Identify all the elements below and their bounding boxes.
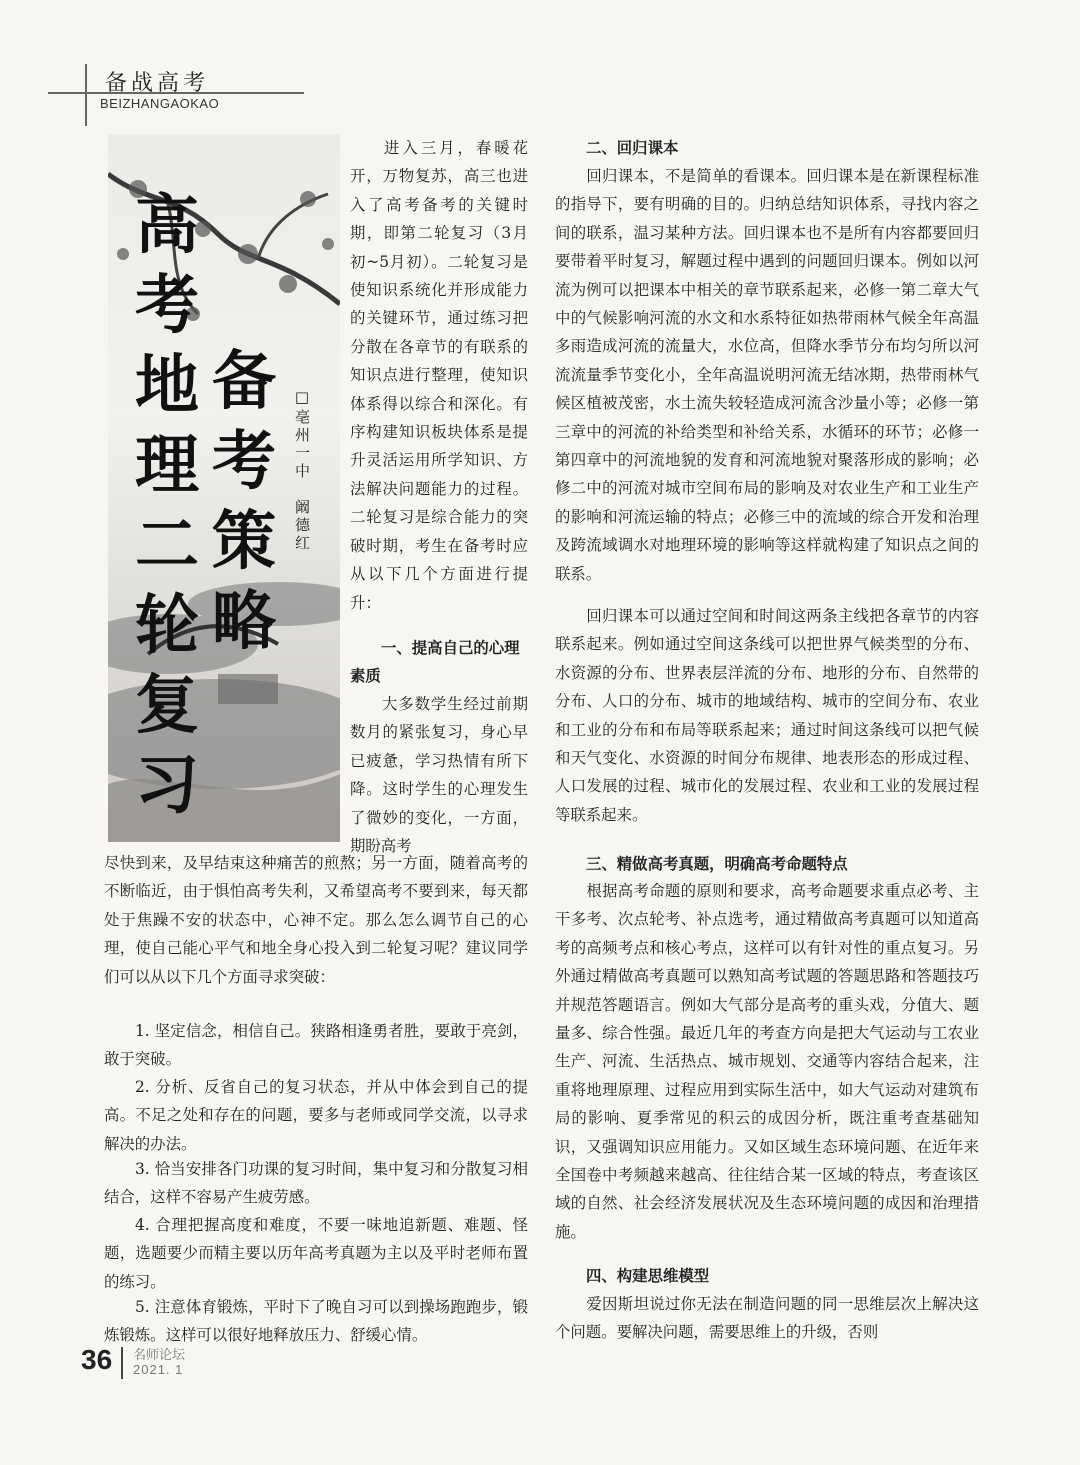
paragraph-1-part2: 尽快到来，及早结束这种痛苦的煎熬；另一方面，随着高考的不断临近，由于惧怕高考失利，又希望高考不要到来，每天都处于焦躁不安的状态中，心神不定。那么怎么调节自己的心理，使自己能心平气和地全身心投入到二轮复习呢？建议同学们可以从以下几个方面寻求突破： xyxy=(104,854,528,986)
issue-date: 2021. 1 xyxy=(133,1362,184,1377)
heading-2: 二、回归课本 xyxy=(586,139,679,157)
page-header xyxy=(0,0,1080,130)
article-title-line2: 备 考 策 略 xyxy=(212,344,278,659)
list-item-1: 1. 坚定信念，相信自己。狭路相逢勇者胜，要敢于亮剑，敢于突破。 xyxy=(104,1022,528,1069)
list-item-4: 4. 合理把握高度和难度，不要一味地追新题、难题、怪题，选题要少而精主要以历年高考真题为主以及平时老师布置的练习。 xyxy=(104,1216,528,1291)
list-item-2: 2. 分析、反省自己的复习状态，并从中体会到自己的提高。不足之处和存在的问题，要多与老师或同学交流，以寻求解决的办法。 xyxy=(104,1078,528,1153)
heading-4: 四、构建思维模型 xyxy=(586,1267,710,1285)
paragraph-2a: 回归课本，不是简单的看课本。回归课本是在新课程标准的指导下，要有明确的目的。归纳总结知识体系，寻找内容之间的联系，温习某种方法。回归课本也不是所有内容都要回归要带着平时复习，解题过程中遇到的问题回归课本。例如以河流为例可以把课本中相关的章节联系起来，必修一第二章大气中的气候影响河流的水文和水系特征如热带雨林气候全年高温多雨造成河流的流量大，水位高，但降水季节分布均匀所以河流流量季节变化小，全年高温说明河流无结冰期，热带雨林气候区植被茂密，水土流失较轻造成河流含沙量小等；必修一第三章中的河流的补给类型和补给关系，水循环的环节；必修一第四章中的河流地貌的发育和河流地貌对聚落形成的影响；必修二中的河流对城市空间布局的影响及对农业生产和工业生产的影响和河流运输的特点；必修三中的流域的综合开发和治理及跨流域调水对地理环境的影响等这样就构建了知识点之间的联系。 xyxy=(555,167,979,583)
article-title-line1: 高 考 地 理 二 轮 复 习 xyxy=(135,188,201,823)
heading-1: 一、提高自己的心理素质 xyxy=(350,639,520,686)
list-item-5: 5. 注意体育锻炼，平时下了晚自习可以到操场跑跑步，锻炼锻炼。这样可以很好地释放压力、舒缓心情。 xyxy=(104,1298,528,1345)
column-subtitle: BEIZHANGAOKAO xyxy=(100,96,220,111)
list-item-3: 3. 恰当安排各门功课的复习时间，集中复习和分散复习相结合，这样不容易产生疲劳感。 xyxy=(104,1160,528,1207)
paragraph-3: 根据高考命题的原则和要求，高考命题要求重点必考、主干多考、次点轮考、补点选考，通过精做高考真题可以知道高考的高频考点和核心考点，这样可以有针对性的重点复习。另外通过精做高考真题可以熟知高考试题的答题思路和答题技巧并规范答题语言。例如大气部分是高考的重头戏，分值大、题量多、综合性强。最近几年的考查方向是把大气运动与工农业生产、河流、生活热点、城市规划、交通等内容结合起来，注重将地理原理、过程应用到实际生活中，如大气运动对建筑布局的影响、夏季常见的积云的成因分析，既注重考查基础知识，又强调知识应用能力。又如区域生态环境问题、在近年来全国卷中考频越来越高、往往结合某一区域的特点，考查该区域的自然、社会经济发展状况及生态环境问题的成因和治理措施。 xyxy=(555,882,979,1241)
article-author: □亳州一中 阚德红 xyxy=(293,388,311,553)
intro-paragraph: 进入三月，春暖花开，万物复苏，高三也进入了高考备考的关键时期，即第二轮复习（3月初~5月初）。二轮复习是使知识系统化并形成能力的关键环节，通过练习把分散在各章节的有联系的知识点进行整理，使知识体系得以综合和深化。有序构建知识板块体系是提升灵活运用所学知识、方法解决问题能力的过程。二轮复习是综合能力的突破时期，考生在备考时应从以下几个方面进行提升： xyxy=(350,139,528,612)
paragraph-2b: 回归课本可以通过空间和时间这两条主线把各章节的内容联系起来。例如通过空间这条线可以把世界气候类型的分布、水资源的分布、世界表层洋流的分布、地形的分布、自然带的分布、人口的分布、城市的地域结构、城市的空间分布、农业和工业的分布和布局等联系起来；通过时间这条线可以把气候和天气变化、水资源的时间分布规律、地表形态的形成过程、人口发展的过程、城市化的发展过程、农业和工业的发展过程等联系起来。 xyxy=(555,607,979,824)
heading-3: 三、精做高考真题，明确高考命题特点 xyxy=(586,855,848,873)
header-vertical-rule xyxy=(85,64,87,126)
paragraph-4: 爱因斯坦说过你无法在制造问题的同一思维层次上解决这个问题。要解决问题，需要思维上的升级，否则 xyxy=(555,1295,979,1342)
column-title: 备战高考 xyxy=(105,71,210,96)
footer-divider xyxy=(121,1347,123,1379)
page-number: 36 xyxy=(81,1344,113,1375)
paragraph-1-part1: 大多数学生经过前期数月的紧张复习，身心早已疲惫，学习热情有所下降。这时学生的心理发生了微妙的变化，一方面，期盼高考 xyxy=(350,695,528,856)
magazine-name: 名师论坛 xyxy=(133,1348,186,1363)
